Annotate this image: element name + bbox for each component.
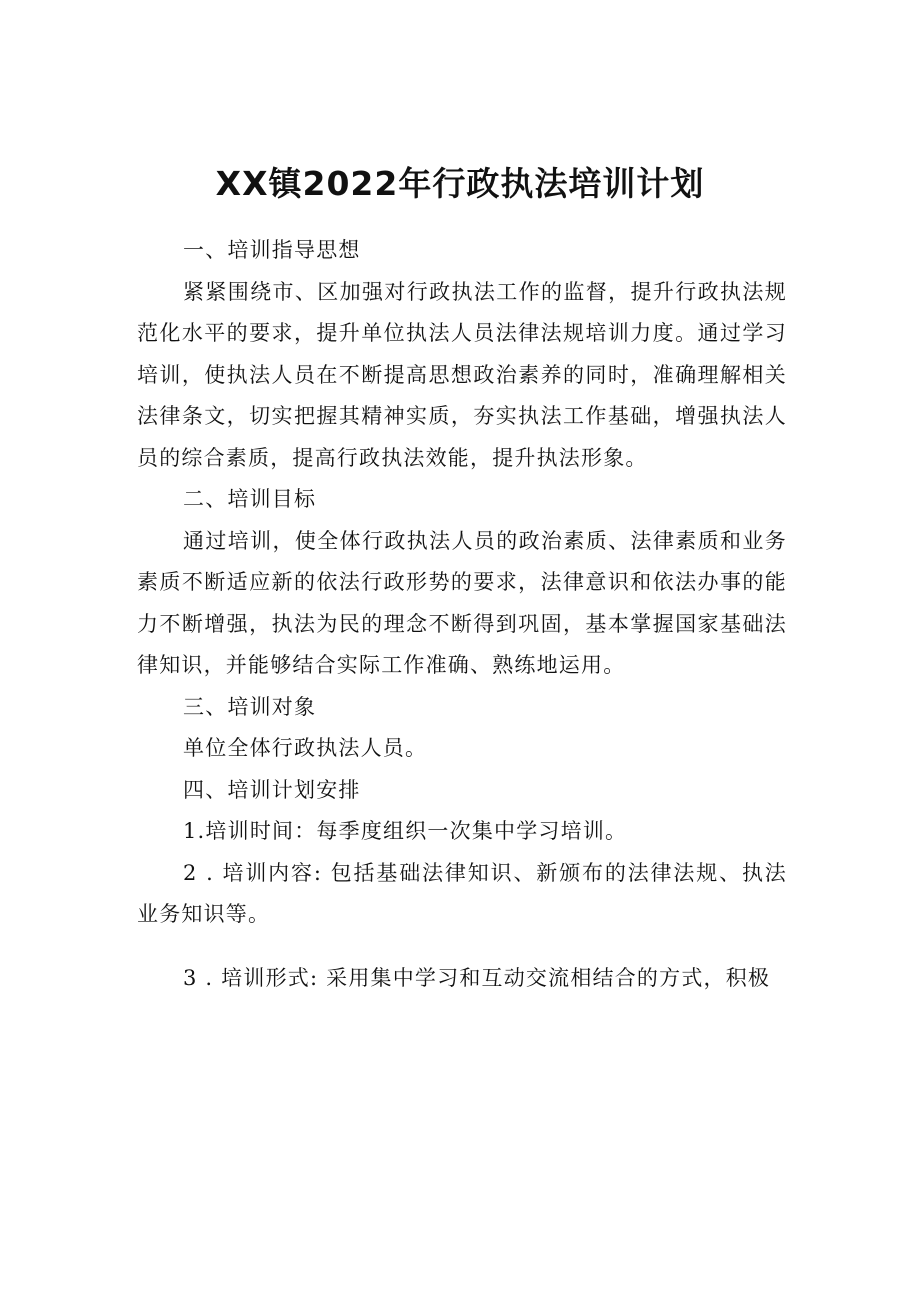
paragraph-training-goals: 通过培训，使全体行政执法人员的政治素质、法律素质和业务素质不断适应新的依法行政形势的要求，法律意识和依法办事的能力不断增强，执法为民的理念不断得到巩固，基本掌握国家基础法律知识，并能够结合实际工作准确、熟练地运用。 [137, 528, 787, 677]
section-heading-guiding-ideology: 一、培训指导思想 [183, 238, 361, 262]
schedule-item-content: 2 . 培训内容: 包括基础法律知识、新颁布的法律法规、执法业务知识等。 [137, 860, 787, 926]
section-heading-training-schedule: 四、培训计划安排 [183, 777, 361, 802]
schedule-item-format: 3 . 培训形式: 采用集中学习和互动交流相结合的方式，积极 [183, 965, 771, 990]
document-body [137, 230, 787, 999]
document-title: XX镇2022年行政执法培训计划 [215, 164, 705, 203]
schedule-item-time: 1.培训时间：每季度组织一次集中学习培训。 [183, 819, 628, 843]
paragraph-guiding-ideology: 紧紧围绕市、区加强对行政执法工作的监督，提升行政执法规范化水平的要求，提升单位执法人员法律法规培训力度。通过学习培训，使执法人员在不断提高思想政治素养的同时，准确理解相关法律条文，切实把握其精神实质，夯实执法工作基础，增强执法人员的综合素质，提高行政执法效能，提升执法形象。 [137, 279, 787, 470]
section-heading-training-targets: 三、培训对象 [183, 694, 317, 719]
section-heading-training-goals: 二、培训目标 [183, 487, 317, 511]
paragraph-training-targets: 单位全体行政执法人员。 [183, 736, 428, 760]
